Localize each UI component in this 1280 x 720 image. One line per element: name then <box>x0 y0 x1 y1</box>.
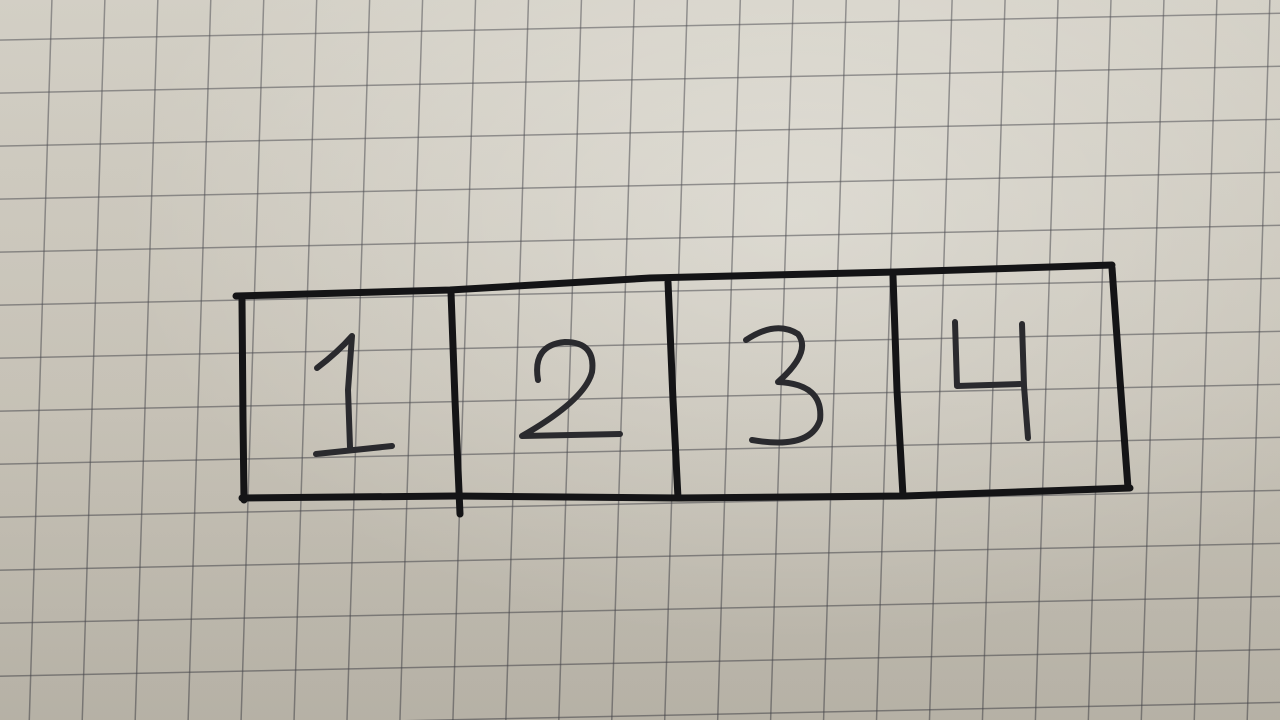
cell-2-label <box>565 400 566 401</box>
cell-3 <box>746 328 820 442</box>
strip-right-border <box>1112 268 1128 488</box>
divider-3 <box>893 276 903 496</box>
cell-4 <box>955 322 1028 438</box>
cell-4-label <box>990 400 991 401</box>
divider-2 <box>668 282 678 498</box>
strip-left-border <box>242 300 244 500</box>
divider-1 <box>451 292 460 514</box>
digit-4-glyph <box>955 322 1028 438</box>
digit-3-glyph <box>746 328 820 442</box>
cell-1-label <box>340 400 341 401</box>
strip-top-border <box>236 265 1112 296</box>
strip-bottom-border <box>242 488 1130 498</box>
cell-1 <box>316 336 392 454</box>
digit-2-glyph <box>522 342 620 436</box>
cell-2 <box>522 342 620 436</box>
cell-3-label <box>785 400 786 401</box>
digit-1-glyph <box>316 336 392 454</box>
